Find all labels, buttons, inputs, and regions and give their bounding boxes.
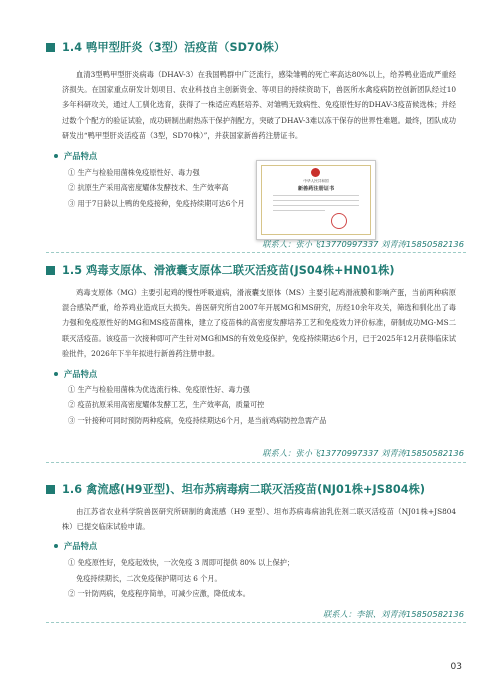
certificate-image — [256, 160, 376, 240]
feature-item: ① 生产与检验用菌株免疫原性好、毒力强 — [68, 168, 200, 178]
feature-item: ① 生产与检验用菌株为优选流行株、免疫原性好、毒力强 — [68, 385, 250, 395]
features-list — [68, 382, 466, 428]
certificate-text-line — [273, 210, 325, 211]
section-square-icon — [46, 266, 55, 275]
features-title: 产品特点 — [64, 151, 98, 162]
page-number: 03 — [450, 662, 462, 672]
contact-info: 联系人：张小飞13770997337 刘青涛15850582136 — [262, 239, 464, 249]
feature-item: ② 一针防两病，免疫程序简单，可减少应激，降低成本。 — [68, 589, 250, 598]
section-1-6 — [46, 481, 466, 601]
certificate-text-line — [273, 200, 359, 201]
certificate-name: 新兽药注册证书 — [297, 186, 335, 192]
features-list — [68, 555, 466, 601]
certificate-text-line — [273, 205, 359, 206]
features-title: 产品特点 — [64, 369, 98, 380]
section-paragraph: 由江苏省农业科学院兽医研究所研制的禽流感（H9 亚型）、坦布苏病毒病油乳佐剂二联灭活疫苗（NJ01株+JS804株）已提交临床试验申请。 — [62, 507, 456, 532]
divider — [46, 622, 466, 623]
certificate-header: 中华人民共和国 — [303, 179, 329, 183]
section-title: 1.6 禽流感(H9亚型)、坦布苏病毒病二联灭活疫苗(NJ01株+JS804株) — [62, 483, 426, 496]
contact-info: 联系人：李银、刘青涛15850582136 — [322, 609, 464, 619]
features-title: 产品特点 — [64, 541, 98, 552]
divider — [46, 252, 466, 253]
divider — [46, 462, 466, 463]
bullet-dot-icon — [54, 372, 58, 376]
certificate-text-line — [273, 195, 359, 196]
feature-item: ③ 一针接种可同时预防两种疫病，免疫持续期达6个月，是当前鸡病防控急需产品 — [68, 415, 327, 425]
section-title: 1.5 鸡毒支原体、滑液囊支原体二联灭活疫苗(JS04株+HN01株) — [62, 264, 395, 277]
section-paragraph: 鸡毒支原体（MG）主要引起鸡的慢性呼吸道病，滑液囊支原体（MS）主要引起鸡滑液膜和影响产蛋，当前两种病原混合感染严重，给养鸡业造成巨大损失。兽医研究所自2007年开展MG和MS研究，历经10余年攻关，筛选和驯化出了毒力强和免疫原性好的MG和MS疫苗菌株，建立了疫苗株的高密度发酵培养工艺和免疫效力评价标准，研制成功MG-MS二联灭活疫苗。该疫苗一次接种即可产生针对MG和MS的有效免疫保护，免疫持续期达6个月，已于2025年12月获得临床试验批件，2026年下半年拟进行新兽药注册申报。 — [62, 288, 456, 358]
feature-item: ② 抗原生产采用高密度耀体发酵技术、生产效率高 — [68, 183, 229, 193]
seal-icon — [331, 213, 347, 229]
section-square-icon — [46, 485, 55, 494]
feature-item: ③ 用于7日龄以上鸭的免疫接种，免疫持续期可达6个月 — [68, 198, 245, 208]
section-square-icon — [46, 43, 55, 52]
section-paragraph: 血清3型鸭甲型肝炎病毒（DHAV-3）在我国鸭群中广泛流行，感染雏鸭的死亡率高达80%以上，给养鸭业造成严重经济损失。在国家重点研发计划项目、农业科技自主创新资金、等项目的持续资助下，兽医所水禽疫病防控创新团队经过10多年科研攻关，通过人工驯化选育，获得了一株适应鸡胚培养、对雏鸭无致病性、免疫原性好的DHAV-3疫苗候选株；并经过数个个配方的验证试验，成功研制出耐热冻干保护剂配方，突破了DHAV-3难以冻干保存的世界性难题。最终，团队成功研发出“鸭甲型肝炎活疫苗（3型，SD70株）”，并获国家新兽药注册证书。 — [62, 70, 456, 140]
national-emblem-icon — [311, 168, 320, 177]
section-1-5 — [46, 262, 466, 428]
feature-item: ① 免疫原性好，免疫起效快，一次免疫 3 周即可提供 80% 以上保护； — [68, 558, 295, 568]
bullet-dot-icon — [54, 154, 58, 158]
feature-item: 免疫持续期长，二次免疫保护期可达 6 个月。 — [76, 573, 222, 583]
feature-item: ② 疫苗抗原采用高密度耀体发酵工艺，生产效率高，质量可控 — [68, 400, 265, 410]
bullet-dot-icon — [54, 544, 58, 548]
section-title: 1.4 鸭甲型肝炎（3型）活疫苗（SD70株） — [62, 41, 286, 54]
contact-info: 联系人：张小飞13770997337 刘青涛15850582136 — [262, 448, 464, 458]
